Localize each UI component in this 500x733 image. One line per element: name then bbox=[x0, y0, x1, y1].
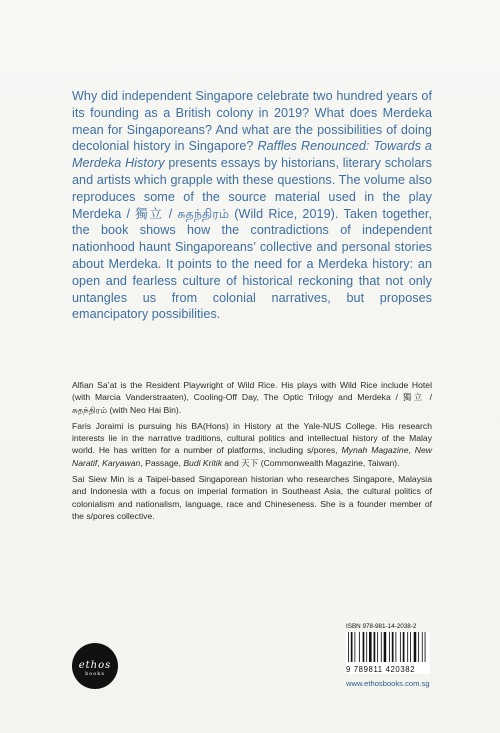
barcode-bars bbox=[346, 632, 430, 666]
bio-faris-budi: Budi Kritik bbox=[183, 457, 223, 468]
blurb-paragraph bbox=[72, 88, 432, 323]
bio-alfian: Alfian Sa’at is the Resident Playwright of Wild Rice. His plays with Wild Rice include Hotel (with Marcia Vanderstraaten), Cooling-Off Day, The Optic Trilogy and Merdeka / 獨立 / சுதந்திரம் (with Neo Hai Bin). bbox=[72, 380, 432, 415]
bio-faris-mynah: Mynah Magazine bbox=[341, 445, 409, 456]
blurb-intro: Why did independent Singapore celebrate two hundred years of its founding as a British colony in 2019? What does Merdeka mean for Singaporeans? And what are the possibilities of doing decolonial history in Singapore? bbox=[72, 89, 432, 154]
barcode-bar bbox=[389, 632, 390, 662]
barcode-bar bbox=[410, 632, 411, 662]
bio-faris-sep3: , bbox=[140, 457, 146, 468]
barcode-number: 9 789811 420382 bbox=[346, 665, 430, 674]
barcode-bar bbox=[359, 632, 360, 662]
blurb-book-title: Raffles Renounced: Towards a Merdeka History bbox=[72, 139, 432, 171]
barcode-bar bbox=[425, 632, 426, 662]
barcode-bar bbox=[374, 632, 376, 662]
barcode-bar bbox=[348, 632, 349, 662]
barcode-bar bbox=[366, 632, 367, 662]
barcode-graphic bbox=[346, 632, 430, 666]
logo-ethos: ethos bbox=[78, 659, 112, 671]
logo-books: books bbox=[85, 670, 105, 677]
publisher-logo bbox=[72, 643, 118, 689]
bio-faris-text: Faris Joraimi is pursuing his BA(Hons) in History at the Yale-NUS College. His research interests lie in the narrative traditions, cultural politics and intellectual history of the Malay world. He has written for a number of platforms, including s/pores, bbox=[72, 420, 432, 456]
barcode-bar bbox=[351, 632, 353, 662]
barcode-bar bbox=[384, 632, 387, 662]
bio-sai: Sai Siew Min is a Taipei-based Singaporean historian who researches Singapore, Malaysia and Indonesia with a focus on imperial formation in Southeast Asia, the cultural politics of colonialism and nationalism, language, race and Chineseness. She is a founder member of the s/pores collective. bbox=[72, 474, 432, 521]
barcode-bar bbox=[403, 632, 405, 662]
bio-faris-end: and 天下 (Commonwealth Magazine, Taiwan). bbox=[222, 457, 400, 468]
barcode-bar bbox=[363, 632, 365, 662]
barcode-bar bbox=[422, 632, 423, 662]
publisher-website: www.ethosbooks.com.sg bbox=[346, 679, 430, 688]
bio-faris-sep4: , bbox=[178, 457, 184, 468]
bio-faris-karyawan: Karyawan bbox=[102, 457, 141, 468]
author-bios bbox=[72, 379, 432, 526]
barcode-bar bbox=[395, 632, 396, 662]
barcode-bar bbox=[418, 632, 419, 662]
barcode-bar bbox=[354, 632, 355, 662]
barcode-bar bbox=[414, 632, 417, 662]
barcode-bar bbox=[407, 632, 408, 662]
book-blurb bbox=[72, 88, 432, 323]
barcode-bar bbox=[369, 632, 372, 662]
bio-faris bbox=[72, 420, 432, 469]
barcode-bar bbox=[381, 632, 382, 662]
isbn-label: ISBN 978-981-14-2038-2 bbox=[346, 623, 417, 630]
bio-faris-passage: Passage bbox=[145, 457, 179, 468]
bio-faris-sep2: , bbox=[97, 457, 103, 468]
bio-faris-sep1: , bbox=[408, 445, 415, 456]
barcode-bar bbox=[377, 632, 378, 662]
barcode-bar bbox=[400, 632, 401, 662]
barcode-bar bbox=[392, 632, 394, 662]
bio-faris-naratif: New Naratif bbox=[72, 445, 432, 468]
blurb-body: presents essays by historians, literary scholars and artists which grapple with these questions. The volume also reproduces some of the source material used in the play Merdeka / 獨立 / சுதந்திரம் (Wild Rice, 2019). Taken together, the book shows how the contradictions of independent nationhood haunt Singaporeans’ collective and personal stories about Merdeka. It points to the need for a Merdeka history: an open and fearless culture of historical reckoning that not only untangles us from colonial narratives, but proposes emancipatory possibilities. bbox=[72, 156, 432, 322]
